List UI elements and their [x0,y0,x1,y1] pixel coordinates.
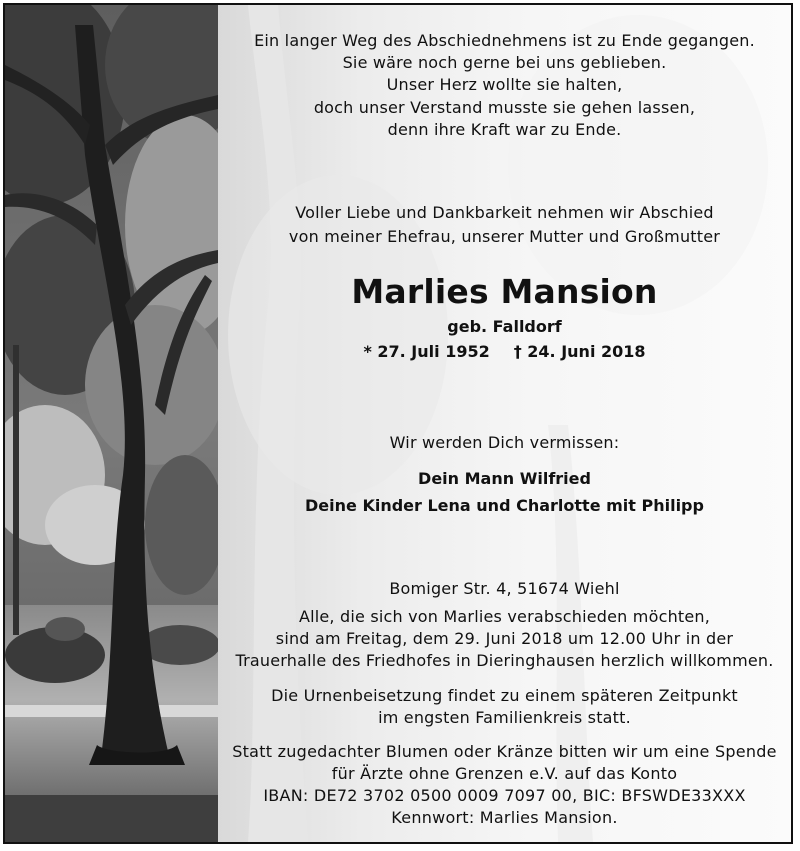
funeral-line: sind am Freitag, dem 29. Juni 2018 um 12.00 Uhr in der [275,629,734,648]
birth-date: * 27. Juli 1952 [363,342,490,361]
mourner-line: Dein Mann Wilfried [418,469,591,488]
poem-line: Unser Herz wollte sie halten, [386,75,623,95]
obituary-notice [3,3,793,844]
mourners-heading: Wir werden Dich vermissen: [389,433,620,452]
donation-line: Statt zugedachter Blumen oder Kränze bitten wir um eine Spende [232,742,777,761]
mourner-line: Deine Kinder Lena und Charlotte mit Philipp [305,496,704,515]
urn-line: Die Urnenbeisetzung findet zu einem späteren Zeitpunkt [271,686,738,705]
life-dates [218,342,791,361]
death-date: † 24. Juni 2018 [513,342,646,361]
tree-illustration [5,5,218,842]
deceased-name: Marlies Mansion [351,272,658,311]
donation-line: IBAN: DE72 3702 0500 0009 7097 00, BIC: BFSWDE33XXX [263,786,746,805]
funeral-line: Alle, die sich von Marlies verabschieden möchten, [298,607,711,626]
farewell-intro [218,201,791,248]
poem-line: doch unser Verstand musste sie gehen lassen, [313,97,696,117]
urn-burial-info [218,685,791,729]
mourners-list [218,465,791,519]
funeral-line: Trauerhalle des Friedhofes in Dieringhausen herzlich willkommen. [235,651,774,670]
poem-line: denn ihre Kraft war zu Ende. [387,119,622,139]
poem [218,30,791,141]
poem-line: Sie wäre noch gerne bei uns geblieben. [342,53,667,73]
maiden-name: geb. Falldorf [447,317,562,336]
urn-line: im engsten Familienkreis statt. [378,708,631,727]
donation-line: Kennwort: Marlies Mansion. [391,808,618,827]
donation-line: für Ärzte ohne Grenzen e.V. auf das Konto [331,764,678,783]
intro-line: von meiner Ehefrau, unserer Mutter und Großmutter [288,226,721,246]
donation-info [218,741,791,829]
poem-line: Ein langer Weg des Abschiednehmens ist zu Ende gegangen. [254,31,755,50]
intro-line: Voller Liebe und Dankbarkeit nehmen wir Abschied [295,203,714,222]
funeral-info [218,606,791,672]
family-address: Bomiger Str. 4, 51674 Wiehl [389,579,620,598]
text-panel [218,5,791,842]
tree-photo [5,5,218,842]
